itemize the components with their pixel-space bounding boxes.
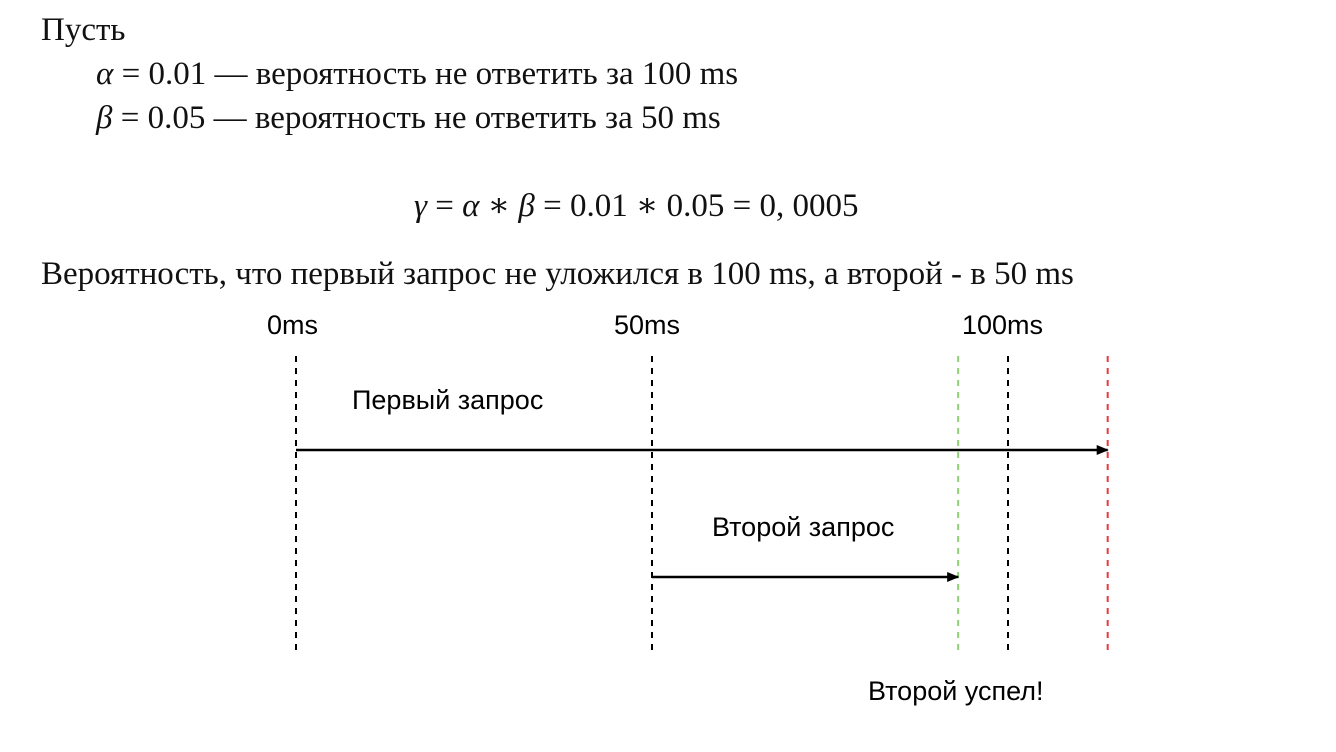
formula-eq-1: = bbox=[435, 188, 454, 224]
alpha-symbol: α bbox=[96, 56, 114, 92]
formula-eq-2: = bbox=[543, 188, 562, 224]
alpha-dash: — bbox=[214, 56, 248, 92]
probability-statement: Вероятность, что первый запрос не уложился в 100 ms, а второй - в 50 ms bbox=[41, 256, 1074, 292]
formula-times-1: ∗ bbox=[487, 188, 511, 224]
beta-description: вероятность не ответить за 50 ms bbox=[254, 100, 721, 136]
marker-label-50ms: 50ms bbox=[614, 310, 681, 340]
formula-beta: β bbox=[518, 188, 535, 224]
beta-equals: = bbox=[120, 100, 140, 136]
formula-times-2: ∗ bbox=[635, 188, 659, 224]
alpha-equals: = bbox=[121, 56, 141, 92]
formula-alpha-value: 0.01 bbox=[569, 188, 628, 224]
alpha-description: вероятность не ответить за 100 ms bbox=[255, 56, 739, 92]
let-word: Пусть bbox=[41, 12, 126, 48]
beta-symbol: β bbox=[96, 100, 113, 136]
beta-dash: — bbox=[213, 100, 247, 136]
formula-alpha: α bbox=[462, 188, 480, 224]
second-success-label: Второй успел! bbox=[868, 676, 1044, 706]
formula-beta-value: 0.05 bbox=[666, 188, 725, 224]
formula-eq-3: = bbox=[732, 188, 752, 224]
formula-gamma: γ bbox=[414, 188, 428, 224]
formula-result: 0, 0005 bbox=[759, 188, 859, 224]
marker-label-0ms: 0ms bbox=[267, 310, 319, 340]
alpha-value: 0.01 bbox=[148, 56, 207, 92]
second-request-label: Второй запрос bbox=[712, 512, 895, 542]
beta-value: 0.05 bbox=[147, 100, 206, 136]
marker-label-100ms: 100ms bbox=[962, 310, 1044, 340]
first-request-label: Первый запрос bbox=[352, 385, 544, 415]
